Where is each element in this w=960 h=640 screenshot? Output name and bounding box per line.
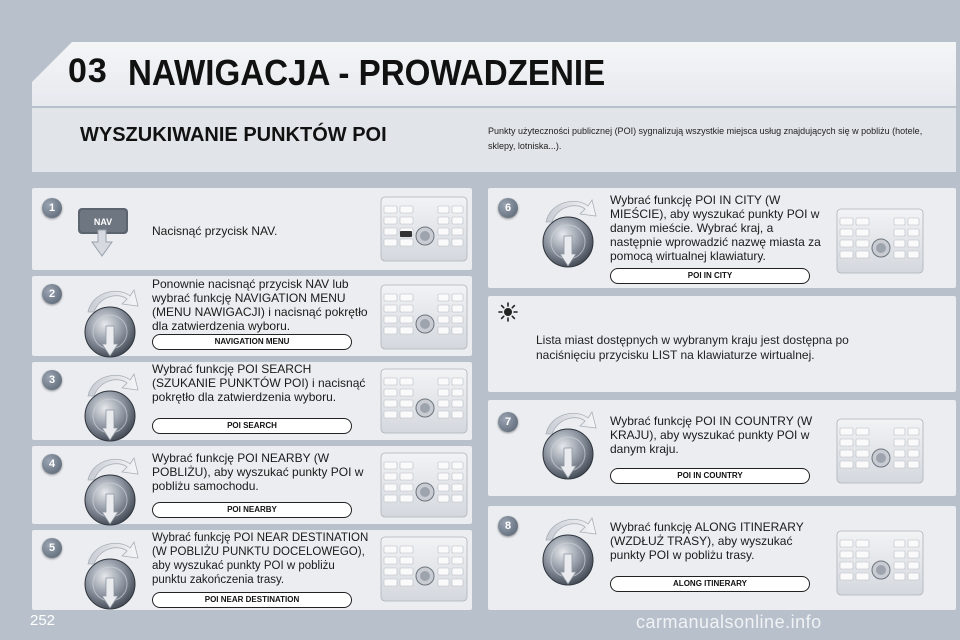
- rotary-knob-icon-6: [536, 192, 608, 272]
- radio-unit-icon-1: [380, 196, 468, 262]
- radio-unit-icon-5: [380, 536, 468, 602]
- step-text-6: Wybrać funkcję POI IN CITY (W MIEŚCIE), aby wyszukać punkty POI w danym mieście. Wybrać kraj, a następnie wprowadzić nazwę miasta za pomocą wirtualnej klawiatury.: [610, 193, 821, 263]
- page-title: NAWIGACJA - PROWADZENIE: [128, 52, 606, 93]
- step-badge-4: 4: [42, 454, 62, 474]
- nav-button-label: NAV: [93, 217, 113, 227]
- step-text-3: Wybrać funkcję POI SEARCH (SZUKANIE PUNKTÓW POI) i nacisnąć pokrętło dla zatwierdzenia wyboru.: [152, 362, 366, 404]
- step-badge-1: 1: [42, 198, 62, 218]
- radio-unit-icon-3: [380, 368, 468, 434]
- rotary-knob-icon-4: [78, 450, 150, 530]
- label-pill-6: POI IN CITY: [610, 268, 810, 284]
- radio-unit-icon-4: [380, 452, 468, 518]
- step-text-8: Wybrać funkcję ALONG ITINERARY (WZDŁUŻ TRASY), aby wyszukać punkty POI w pobliżu trasy.: [610, 520, 804, 562]
- intro-text: Punkty użyteczności publicznej (POI) sygnalizują wszystkie miejsca usług znajdujących się w pobliżu (hotele, sklepy, lotniska...).: [488, 126, 923, 151]
- label-pill-3: POI SEARCH: [152, 418, 352, 434]
- watermark: carmanualsonline.info: [636, 612, 822, 632]
- step-text-7: Wybrać funkcję POI IN COUNTRY (W KRAJU), aby wyszukać punkty POI w danym kraju.: [610, 414, 813, 456]
- step-badge-2: 2: [42, 284, 62, 304]
- label-pill-8: ALONG ITINERARY: [610, 576, 810, 592]
- step-text-2: Ponownie nacisnąć przycisk NAV lub wybrać funkcję NAVIGATION MENU (MENU NAWIGACJI) i nacisnąć pokrętło dla zatwierdzenia wyboru.: [152, 277, 368, 333]
- rotary-knob-icon-5: [78, 534, 150, 614]
- radio-unit-icon-7: [836, 418, 924, 484]
- step-text-5: Wybrać funkcję POI NEAR DESTINATION (W POBLIŻU PUNKTU DOCELOWEGO), aby wyszukać punkty POI w pobliżu punktu zakończenia trasy.: [152, 532, 369, 586]
- rotary-knob-icon-2: [78, 282, 150, 362]
- rotary-knob-icon-3: [78, 366, 150, 446]
- radio-unit-icon-2: [380, 284, 468, 350]
- page-number: 252: [30, 612, 56, 629]
- rotary-knob-icon-7: [536, 404, 608, 484]
- label-pill-7: POI IN COUNTRY: [610, 468, 810, 484]
- step-text-1: Nacisnąć przycisk NAV.: [152, 224, 278, 238]
- step-badge-7: 7: [498, 412, 518, 432]
- section-title: WYSZUKIWANIE PUNKTÓW POI: [80, 124, 387, 146]
- step-badge-8: 8: [498, 516, 518, 536]
- label-pill-2: NAVIGATION MENU: [152, 334, 352, 350]
- step-badge-3: 3: [42, 370, 62, 390]
- label-pill-5: POI NEAR DESTINATION: [152, 592, 352, 608]
- step-text-4: Wybrać funkcję POI NEARBY (W POBLIŻU), aby wyszukać punkty POI w pobliżu samochodu.: [152, 451, 364, 493]
- rotary-knob-icon-8: [536, 510, 608, 590]
- nav-button-icon: [76, 200, 132, 262]
- chapter-number: 03: [68, 52, 108, 90]
- step-badge-6: 6: [498, 198, 518, 218]
- info-text: Lista miast dostępnych w wybranym kraju jest dostępna po naciśnięciu przycisku LIST na klawiaturze wirtualnej.: [536, 333, 849, 362]
- step-badge-5: 5: [42, 538, 62, 558]
- lightbulb-icon: [498, 302, 518, 322]
- label-pill-4: POI NEARBY: [152, 502, 352, 518]
- radio-unit-icon-8: [836, 530, 924, 596]
- radio-unit-icon-6: [836, 208, 924, 274]
